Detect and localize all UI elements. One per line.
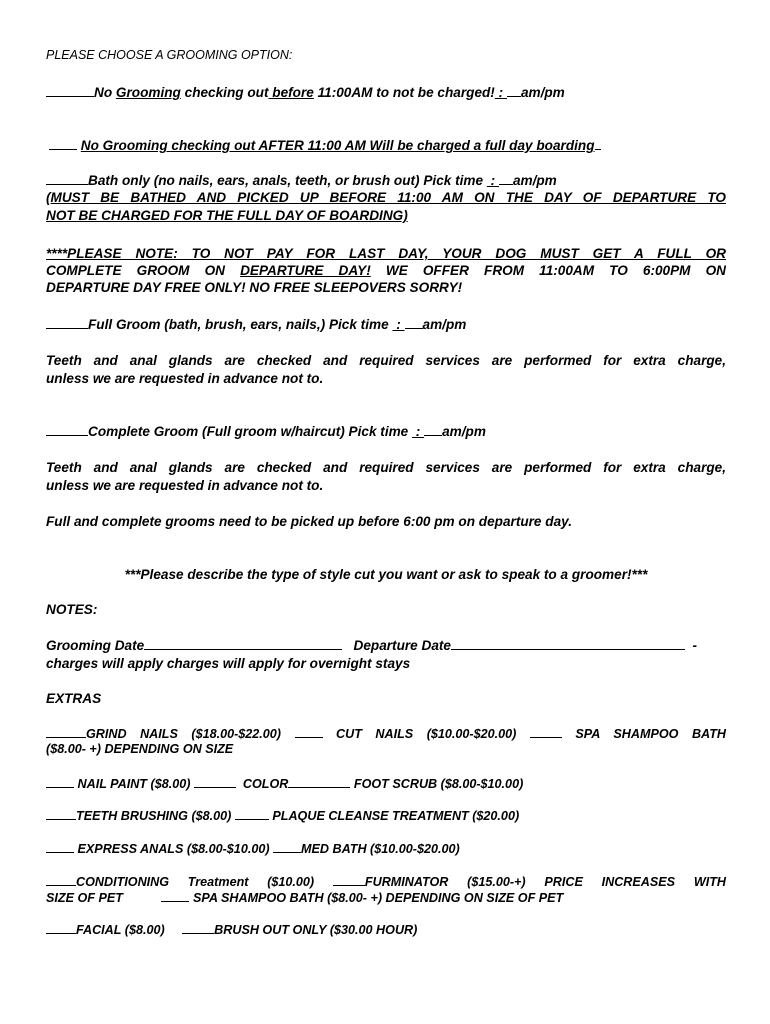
extra-item-text: NAIL PAINT ($8.00) [77,777,191,791]
option-no-grooming-after [49,137,601,154]
extra-blank[interactable] [295,725,323,738]
teeth-note-text: unless we are requested in advance not to. [46,478,324,493]
grooming-date-field[interactable] [144,637,342,650]
extras-row-1b [46,741,233,758]
extra-blank[interactable] [46,807,76,820]
extra-item-text: SIZE OF PET [46,891,123,905]
option-text: checking out [180,85,269,100]
pick-time-blank-tail[interactable] [499,172,513,185]
extra-blank[interactable] [194,775,236,788]
note-text-underlined: DEPARTURE DAY! [240,263,371,278]
option-text-underlined: No Grooming checking out AFTER 11:00 AM Will be charged a full day [80,138,533,153]
teeth-note2-line2 [46,477,323,494]
dash-mark: - [692,638,698,653]
bath-warning-line1 [46,189,726,206]
extras-label-text: EXTRAS [46,691,102,706]
departure-date-label: Departure Date [353,638,451,653]
notes-label-text: NOTES: [46,602,98,617]
extra-blank[interactable] [46,873,76,886]
option-bath-only [46,172,557,189]
pick-time-blank-tail[interactable] [507,84,521,97]
option-text: Full Groom (bath, brush, ears, nails,) Pick time [88,317,389,332]
option-text: Bath only (no nails, ears, anals, teeth, or brush out) Pick time [88,173,484,188]
note-line1 [46,245,726,262]
extra-item-text: SPA SHAMPOO BATH ($8.00- +) DEPENDING ON SIZE OF PET [192,891,564,905]
option-text: Complete Groom (Full groom w/haircut) Pick time [88,424,409,439]
extra-blank[interactable] [333,873,365,886]
note-line3 [46,279,462,296]
extras-row-4 [46,840,460,858]
extra-item-text: GRIND NAILS ($18.00-$22.00) [86,727,281,741]
choice-blank[interactable] [46,316,88,329]
pickup-note [46,513,572,530]
note-text: ****PLEASE NOTE: TO NOT PAY FOR LAST DAY, YOUR DOG MUST GET A FULL OR [46,246,726,261]
bath-warning-text: (MUST BE BATHED AND PICKED UP BEFORE 11:00 AM ON THE DAY OF DEPARTURE TO [46,190,726,205]
extra-item-text: FOOT SCRUB ($8.00-$10.00) [353,777,524,791]
notes-label [46,601,97,618]
extra-blank[interactable] [288,775,350,788]
ampm-label: am/pm [512,173,557,188]
extra-item-text: CUT NAILS ($10.00-$20.00) [336,727,517,741]
teeth-note-line1 [46,352,726,369]
choice-blank[interactable] [49,137,77,150]
charges-text: charges will apply charges will apply for overnight stays [46,656,411,671]
teeth-note-text: Teeth and anal glands are checked and required services are performed for extra charge, [46,353,726,368]
extra-item-text: BRUSH OUT ONLY ($30.00 HOUR) [214,923,418,937]
teeth-note-line2 [46,370,323,387]
extra-item-text: PLAQUE CLEANSE TREATMENT ($20.00) [272,809,520,823]
extra-blank[interactable] [46,921,76,934]
style-prompt-text: ***Please describe the type of style cut you want or ask to speak to a groomer!*** [124,567,648,582]
grooming-date-label: Grooming Date [46,638,145,653]
choice-blank[interactable] [46,172,88,185]
style-prompt [46,566,726,583]
extras-row-3 [46,807,519,825]
option-text-underlined: before [268,85,314,100]
extra-item-text: EXPRESS ANALS ($8.00-$10.00) [77,842,270,856]
extras-row-6 [46,921,417,939]
departure-date-field[interactable] [451,637,685,650]
extra-item-text: TEETH BRUSHING ($8.00) [76,809,232,823]
extra-blank[interactable] [161,889,189,902]
pick-time-blank[interactable]: : [412,424,425,439]
choice-blank[interactable] [46,84,94,97]
option-text: 11:00AM to not be charged! [313,85,495,100]
trailing-underline [595,137,601,150]
pick-time-blank[interactable]: : [494,85,507,100]
note-text: DEPARTURE DAY FREE ONLY! NO FREE SLEEPOVERS SORRY! [46,280,463,295]
teeth-note-text: unless we are requested in advance not to. [46,371,324,386]
extra-item-text: FACIAL ($8.00) [76,923,165,937]
extra-blank[interactable] [530,725,562,738]
pick-time-blank[interactable]: : [486,173,499,188]
ampm-label: am/pm [422,317,467,332]
pick-time-blank[interactable]: : [392,317,405,332]
extras-row-2 [46,775,523,793]
extra-blank[interactable] [46,775,74,788]
option-text-underlined: Grooming [115,85,181,100]
teeth-note-text: Teeth and anal glands are checked and required services are performed for extra charge, [46,460,726,475]
option-text: No [94,85,116,100]
note-line2 [46,262,726,279]
bath-warning-text: NOT BE CHARGED FOR THE FULL DAY OF BOARDING) [46,208,408,223]
extra-item-text: CONDITIONING Treatment ($10.00) [76,875,315,889]
note-text: WE OFFER FROM 11:00AM TO 6:00PM ON [385,263,726,278]
option-no-grooming-before [46,84,565,101]
bath-warning-line2 [46,207,408,224]
ampm-label: am/pm [442,424,486,439]
extra-item-text: MED BATH ($10.00-$20.00) [301,842,460,856]
note-text: COMPLETE GROOM ON [46,263,225,278]
header-text: PLEASE CHOOSE A GROOMING OPTION: [46,48,293,62]
pick-time-blank-tail[interactable] [405,316,423,329]
option-text-underlined: boarding [536,138,595,153]
extra-blank[interactable] [235,807,269,820]
ampm-label: am/pm [520,85,565,100]
extra-blank[interactable] [273,840,301,853]
extra-item-text: ($8.00- +) DEPENDING ON SIZE [46,742,234,756]
pick-time-blank-tail[interactable] [424,423,442,436]
extra-item-text: COLOR [242,777,289,791]
pickup-note-text: Full and complete grooms need to be picked up before 6:00 pm on departure day. [46,514,572,529]
extra-blank[interactable] [182,921,214,934]
charges-line [46,655,410,672]
extras-row-5b [46,889,563,907]
form-header [46,47,292,64]
dates-row [46,637,697,654]
extra-item-text: FURMINATOR ($15.00-+) PRICE INCREASES WITH [364,875,727,889]
option-complete-groom [46,423,486,440]
extra-blank[interactable] [46,725,86,738]
teeth-note2-line1 [46,459,726,476]
extra-item-text: SPA SHAMPOO BATH [575,727,727,741]
extras-label [46,690,101,707]
option-full-groom [46,316,466,333]
choice-blank[interactable] [46,423,88,436]
extra-blank[interactable] [46,840,74,853]
